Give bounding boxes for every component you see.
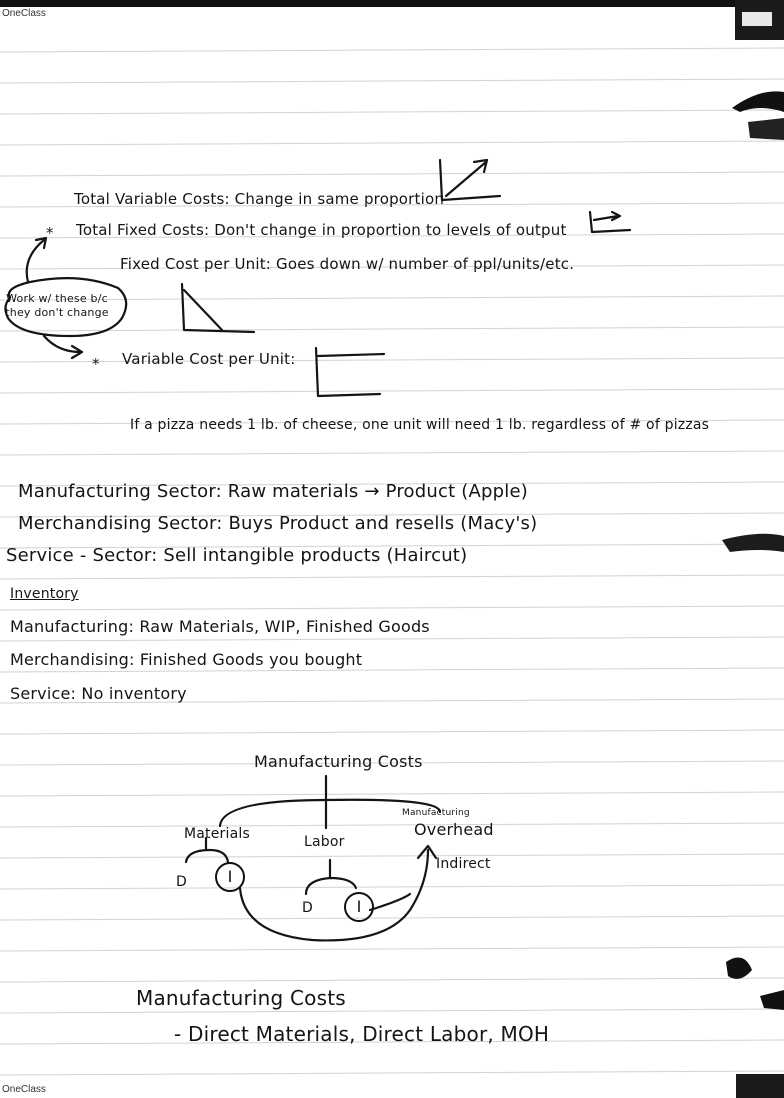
- sector-service: Service - Sector: Sell intangible products (Haircut): [6, 545, 468, 566]
- arrow-to-variable-costs: [44, 336, 80, 352]
- diagram-materials-label: Materials: [184, 826, 250, 842]
- side-note: Work w/ these b/c they don't change: [5, 292, 109, 319]
- summary-items: - Direct Materials, Direct Labor, MOH: [174, 1022, 550, 1046]
- sector-manufacturing: Manufacturing Sector: Raw materials → Product (Apple): [18, 481, 528, 502]
- diagram-overhead-label: Overhead: [414, 820, 494, 839]
- arrow-to-fixed-costs: [27, 240, 44, 282]
- star-mark-variable: *: [92, 355, 100, 373]
- diagram-root-label: Manufacturing Costs: [254, 752, 423, 771]
- inventory-service: Service: No inventory: [10, 684, 187, 703]
- diagram-indirect-label: Indirect: [436, 856, 491, 872]
- note-fixed-cost-per-unit: Fixed Cost per Unit: Goes down w/ number of ppl/units/etc.: [120, 255, 575, 273]
- inventory-merchandising: Merchandising: Finished Goods you bought: [10, 650, 363, 669]
- manufacturing-costs-tree: [186, 776, 440, 940]
- summary-title: Manufacturing Costs: [136, 986, 346, 1010]
- inventory-manufacturing: Manufacturing: Raw Materials, WIP, Finished Goods: [10, 617, 430, 636]
- sector-merchandising: Merchandising Sector: Buys Product and resells (Macy's): [18, 513, 538, 534]
- variable-cost-graph-icon: [440, 160, 500, 200]
- note-total-variable-costs: Total Variable Costs: Change in same proportion: [74, 190, 445, 208]
- note-variable-cost-per-unit: Variable Cost per Unit:: [122, 350, 296, 368]
- inventory-heading: Inventory: [10, 586, 79, 602]
- diagram-labor-label: Labor: [304, 834, 345, 850]
- variable-per-unit-graph-icon: [316, 348, 384, 396]
- diagram-materials-indirect-mark: I: [215, 862, 245, 892]
- diagram-labor-direct-mark: D: [302, 900, 313, 916]
- fixed-cost-graph-icon: [590, 212, 630, 232]
- diagram-overhead-small-label: Manufacturing: [402, 808, 470, 818]
- note-total-fixed-costs: Total Fixed Costs: Don't change in proportion to levels of output: [76, 221, 567, 239]
- fixed-per-unit-graph-icon: [182, 284, 254, 332]
- star-mark-fixed: *: [46, 224, 54, 242]
- note-pizza-example: If a pizza needs 1 lb. of cheese, one unit will need 1 lb. regardless of # of pizzas: [130, 417, 710, 433]
- watermark-top: OneClass: [2, 8, 46, 19]
- diagram-materials-direct-mark: D: [176, 874, 187, 890]
- watermark-bottom: OneClass: [2, 1084, 46, 1095]
- diagram-labor-indirect-mark: I: [344, 892, 374, 922]
- side-note-bubble: [5, 238, 126, 358]
